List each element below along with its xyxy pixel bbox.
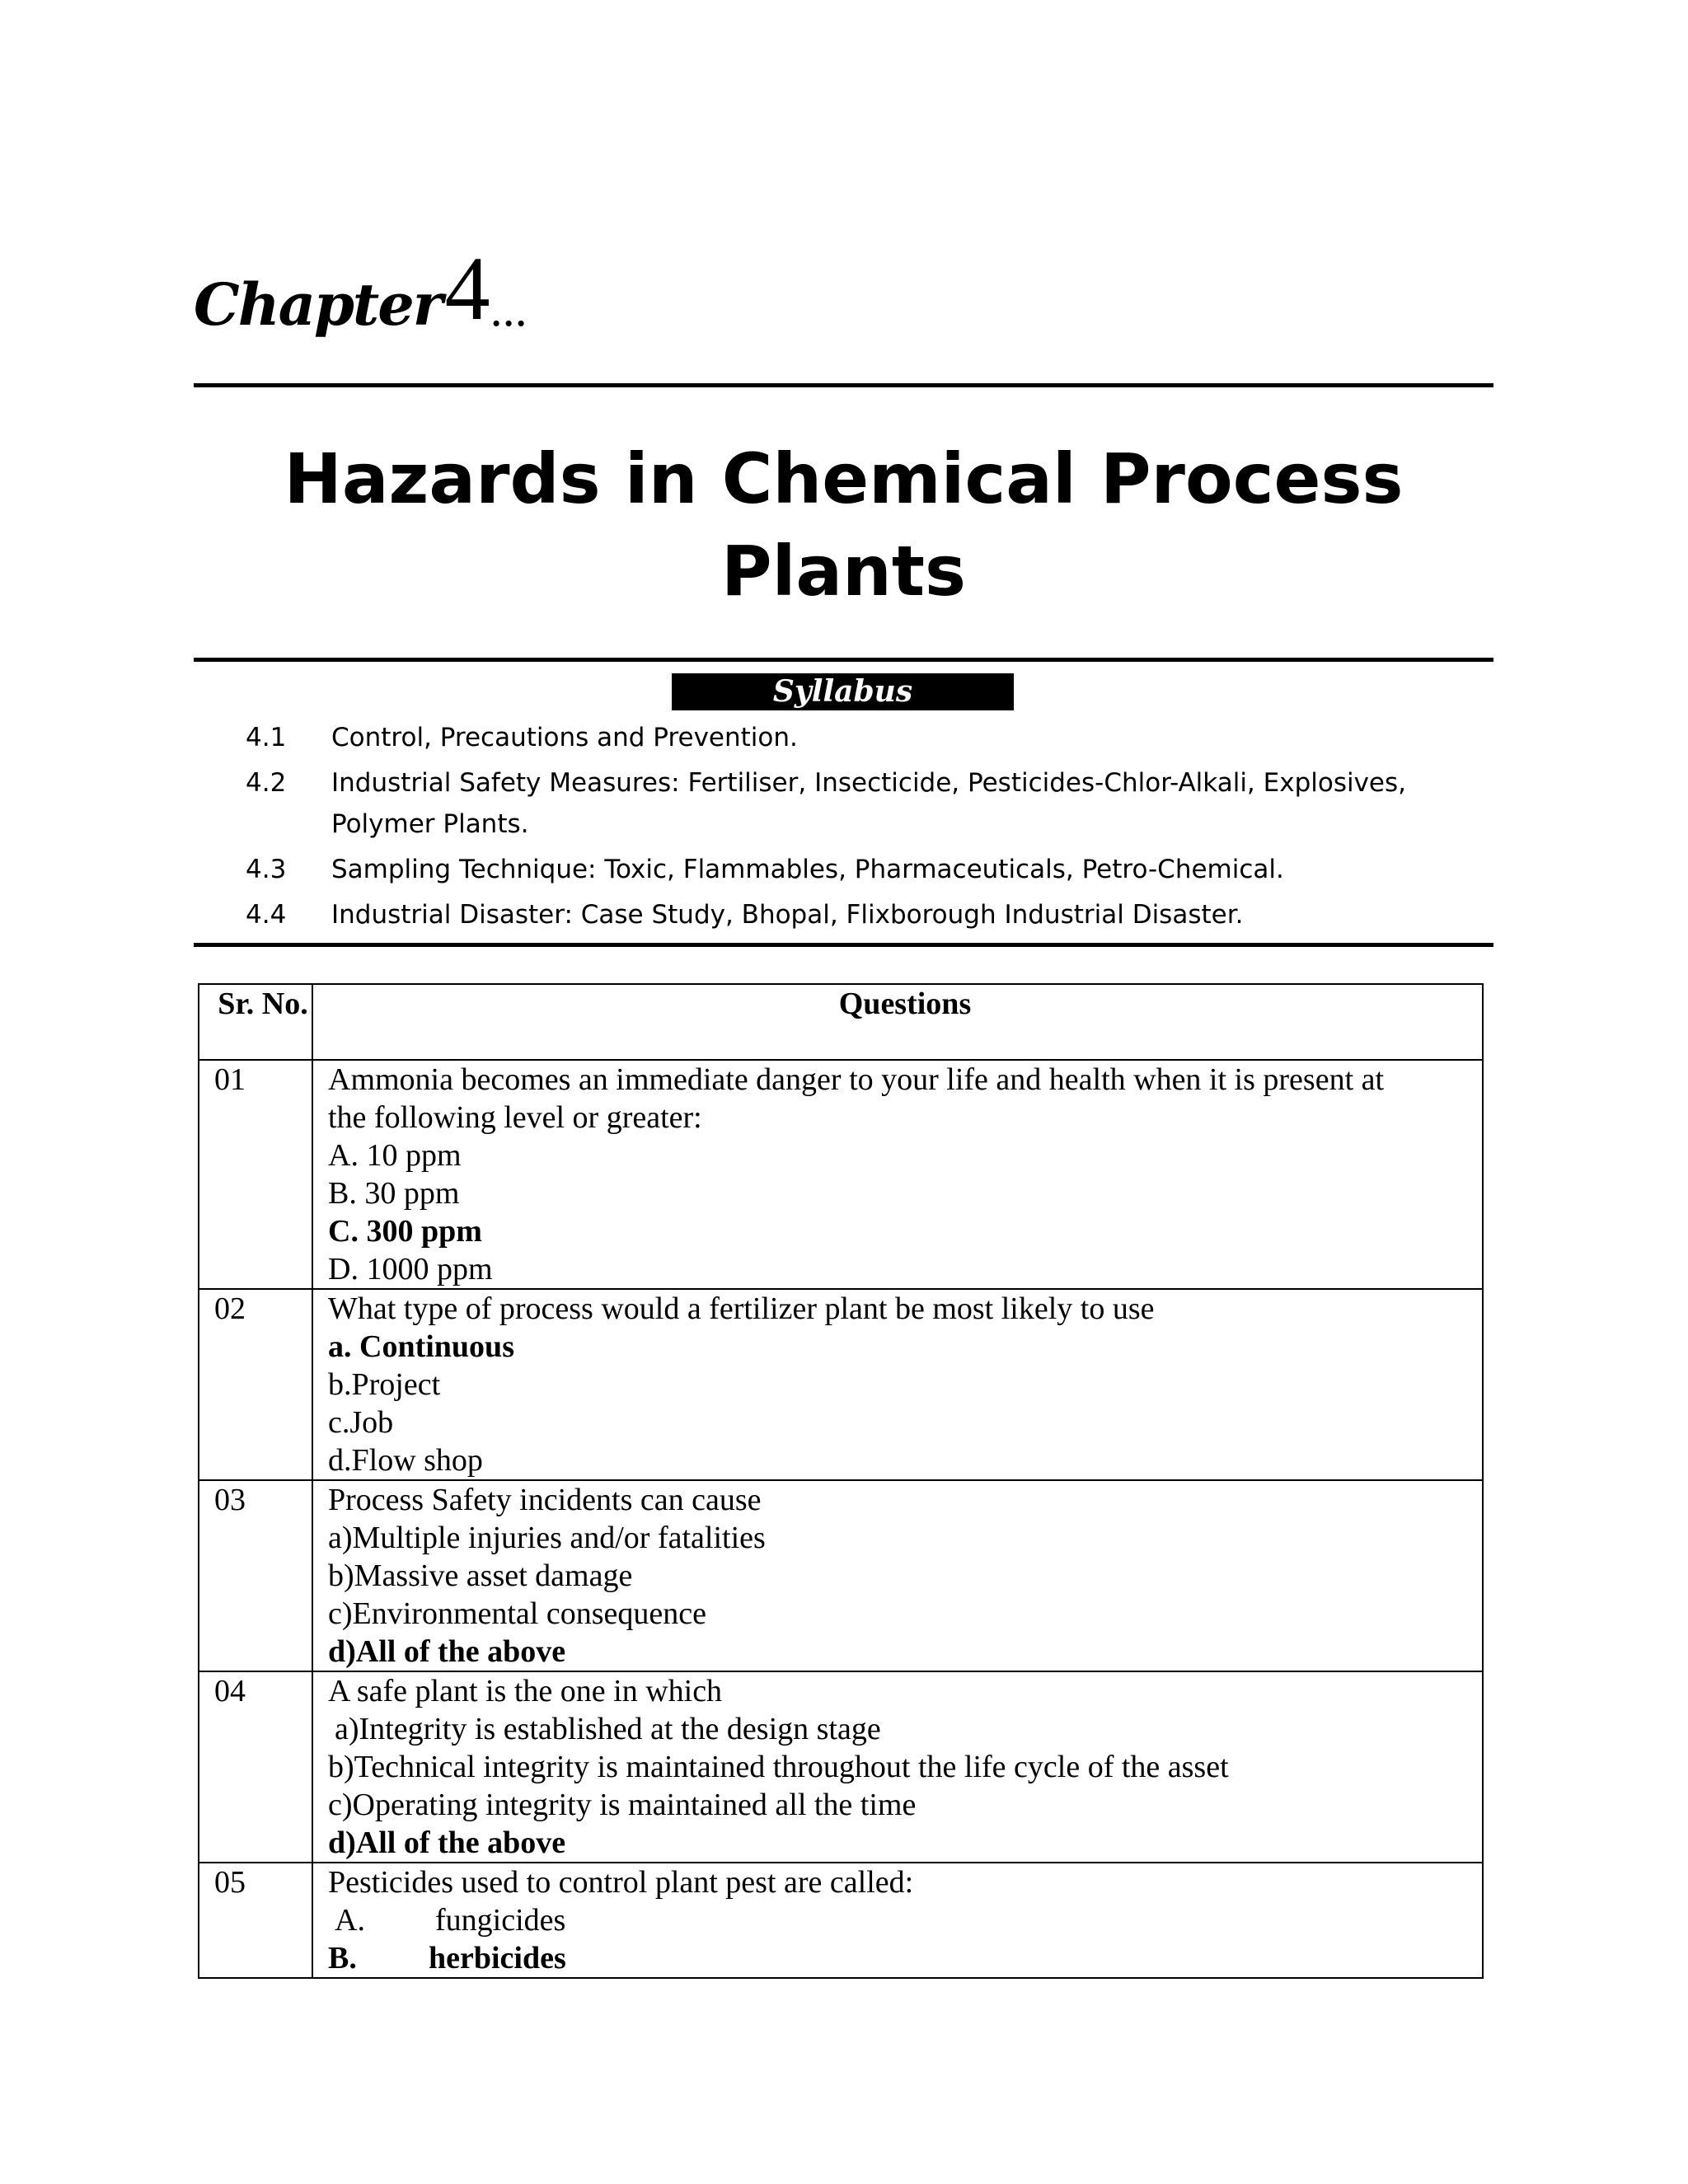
row-question-cell (312, 1480, 1483, 1671)
syllabus-item-number: 4.2 (246, 768, 287, 798)
syllabus-item-text: Industrial Disaster: Case Study, Bhopal, Flixborough Industrial Disaster. (331, 900, 1244, 930)
question-text: A safe plant is the one in which (328, 1674, 723, 1708)
option: b)Massive asset damage (328, 1558, 633, 1593)
row-question-cell (312, 1671, 1483, 1863)
question-text: the following level or greater: (328, 1100, 702, 1135)
table-header-row (199, 984, 1483, 1060)
row-sr-no: 05 (199, 1863, 312, 1978)
question-text: What type of process would a fertilizer plant be most likely to use (328, 1291, 1155, 1326)
row-sr-no: 02 (199, 1289, 312, 1480)
syllabus-item-text: Control, Precautions and Prevention. (331, 723, 798, 752)
table-row (199, 1060, 1483, 1289)
row-sr-no: 04 (199, 1671, 312, 1863)
chapter-word: Chapter (194, 270, 442, 339)
option: a)Multiple injuries and/or fatalities (328, 1521, 766, 1555)
correct-option (328, 1939, 1482, 1977)
row-question-cell (312, 1289, 1483, 1480)
option-text: fungicides (435, 1903, 566, 1938)
correct-option: d)All of the above (328, 1825, 566, 1860)
option: c)Environmental consequence (328, 1596, 706, 1631)
table-row (199, 1289, 1483, 1480)
syllabus-item (194, 894, 1493, 935)
header-questions: Questions (312, 984, 1483, 1060)
title-divider (194, 658, 1493, 662)
option: b.Project (328, 1367, 441, 1402)
row-sr-no: 01 (199, 1060, 312, 1289)
syllabus-item-number: 4.4 (246, 900, 287, 930)
option: B. 30 ppm (328, 1176, 460, 1211)
row-question-cell (312, 1863, 1483, 1978)
option: A. 10 ppm (328, 1138, 462, 1173)
question-text: Process Safety incidents can cause (328, 1483, 762, 1517)
chapter-heading (194, 235, 528, 339)
option: a)Integrity is established at the design stage (335, 1712, 881, 1746)
option: c)Operating integrity is maintained all the time (328, 1788, 917, 1822)
syllabus-heading: Syllabus (672, 673, 1014, 710)
question-text: Ammonia becomes an immediate danger to your life and health when it is present at (328, 1062, 1385, 1097)
option (328, 1901, 1482, 1939)
chapter-number: 4 (444, 238, 490, 339)
option-letter: A. (335, 1903, 365, 1938)
row-question-cell (312, 1060, 1483, 1289)
syllabus-item (194, 849, 1493, 890)
syllabus-item-text: Sampling Technique: Toxic, Flammables, Pharmaceuticals, Petro-Chemical. (331, 855, 1284, 884)
page-title (194, 433, 1493, 617)
title-line-1: Hazards in Chemical Process (284, 438, 1404, 519)
syllabus-item-text: Industrial Safety Measures: Fertiliser, Insecticide, Pesticides-Chlor-Alkali, Explosives, Polymer Plants. (331, 768, 1407, 839)
syllabus-divider (194, 943, 1493, 947)
table-row (199, 1671, 1483, 1863)
option: b)Technical integrity is maintained throughout the life cycle of the asset (328, 1750, 1229, 1784)
table-row (199, 1480, 1483, 1671)
header-sr-no: Sr. No. (199, 984, 312, 1060)
option: d.Flow shop (328, 1443, 483, 1478)
chapter-ellipsis: ... (490, 282, 528, 336)
table-row (199, 1863, 1483, 1978)
option-text: herbicides (429, 1941, 566, 1975)
correct-option: C. 300 ppm (328, 1214, 482, 1249)
option: D. 1000 ppm (328, 1252, 493, 1286)
top-divider (194, 383, 1493, 387)
title-line-2: Plants (721, 531, 966, 612)
correct-option: d)All of the above (328, 1634, 566, 1669)
correct-option: a. Continuous (328, 1329, 514, 1364)
syllabus-list (194, 717, 1493, 935)
option: c.Job (328, 1405, 394, 1440)
syllabus-item-number: 4.1 (246, 723, 287, 752)
syllabus-item (194, 717, 1493, 758)
option-letter: B. (328, 1941, 357, 1975)
question-text: Pesticides used to control plant pest are called: (328, 1865, 914, 1900)
syllabus-item (194, 762, 1493, 845)
row-sr-no: 03 (199, 1480, 312, 1671)
syllabus-item-number: 4.3 (246, 855, 287, 884)
questions-table (198, 983, 1484, 1979)
